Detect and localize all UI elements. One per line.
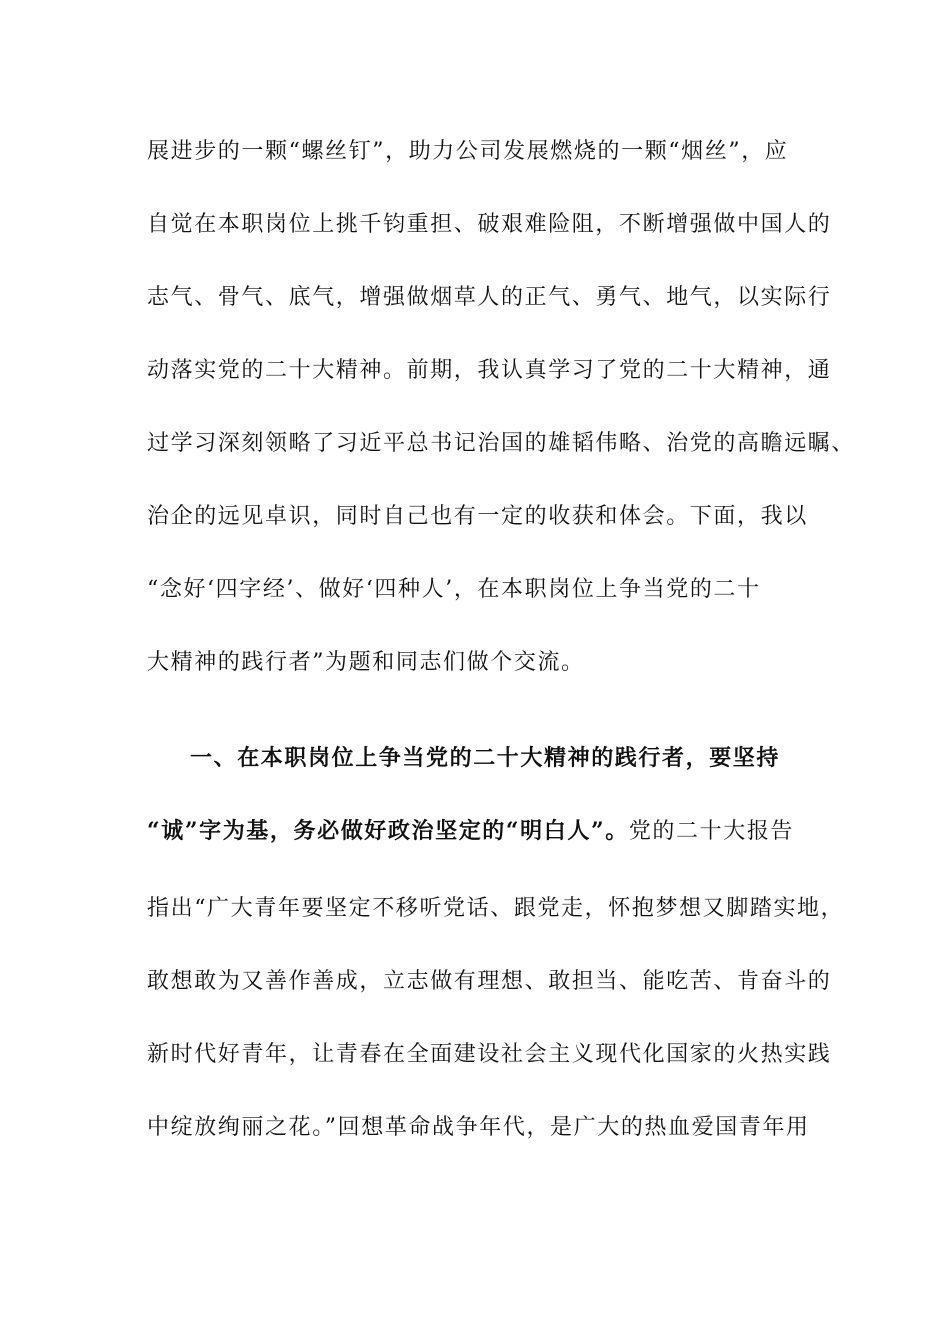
text-line: 动落实党的二十大精神。前期，我认真学习了党的二十大精神，通: [147, 358, 832, 383]
text-line: 中绽放绚丽之花。”回想革命战争年代，是广大的热血爱国青年用: [147, 1115, 810, 1140]
text-line: 展进步的一颗“螺丝钉”，助力公司发展燃烧的一颗“烟丝”，应: [147, 139, 789, 164]
text-line: 自觉在本职岗位上挑千钧重担、破艰难险阻，不断增强做中国人的: [147, 212, 832, 237]
text-line: “念好‘四字经’、做好‘四种人’，在本职岗位上争当党的二十: [147, 577, 761, 602]
section-heading-bold-text: “诚”字为基，务必做好政治坚定的“明白人”。: [147, 818, 629, 844]
section-heading: 一、在本职岗位上争当党的二十大精神的践行者，要坚持: [190, 745, 781, 771]
text-line: 敢想敢为又善作善成，立志做有理想、敢担当、能吃苦、肯奋斗的: [147, 969, 832, 994]
text-line: 过学习深刻领略了习近平总书记治国的雄韬伟略、治党的高瞻远瞩、: [147, 431, 856, 456]
text-line: 大精神的践行者”为题和同志们做个交流。: [147, 650, 585, 675]
section-body-text: 党的二十大报告: [628, 819, 795, 844]
text-line: 指出“广大青年要坚定不移听党话、跟党走，怀抱梦想又脚踏实地，: [147, 896, 845, 921]
text-line: 志气、骨气、底气，增强做烟草人的正气、勇气、地气，以实际行: [147, 285, 832, 310]
section-heading-continuation: [147, 816, 794, 847]
text-line: 新时代好青年，让青春在全面建设社会主义现代化国家的火热实践: [147, 1042, 832, 1067]
text-line: 治企的远见卓识，同时自己也有一定的收获和体会。下面，我以: [147, 504, 808, 529]
